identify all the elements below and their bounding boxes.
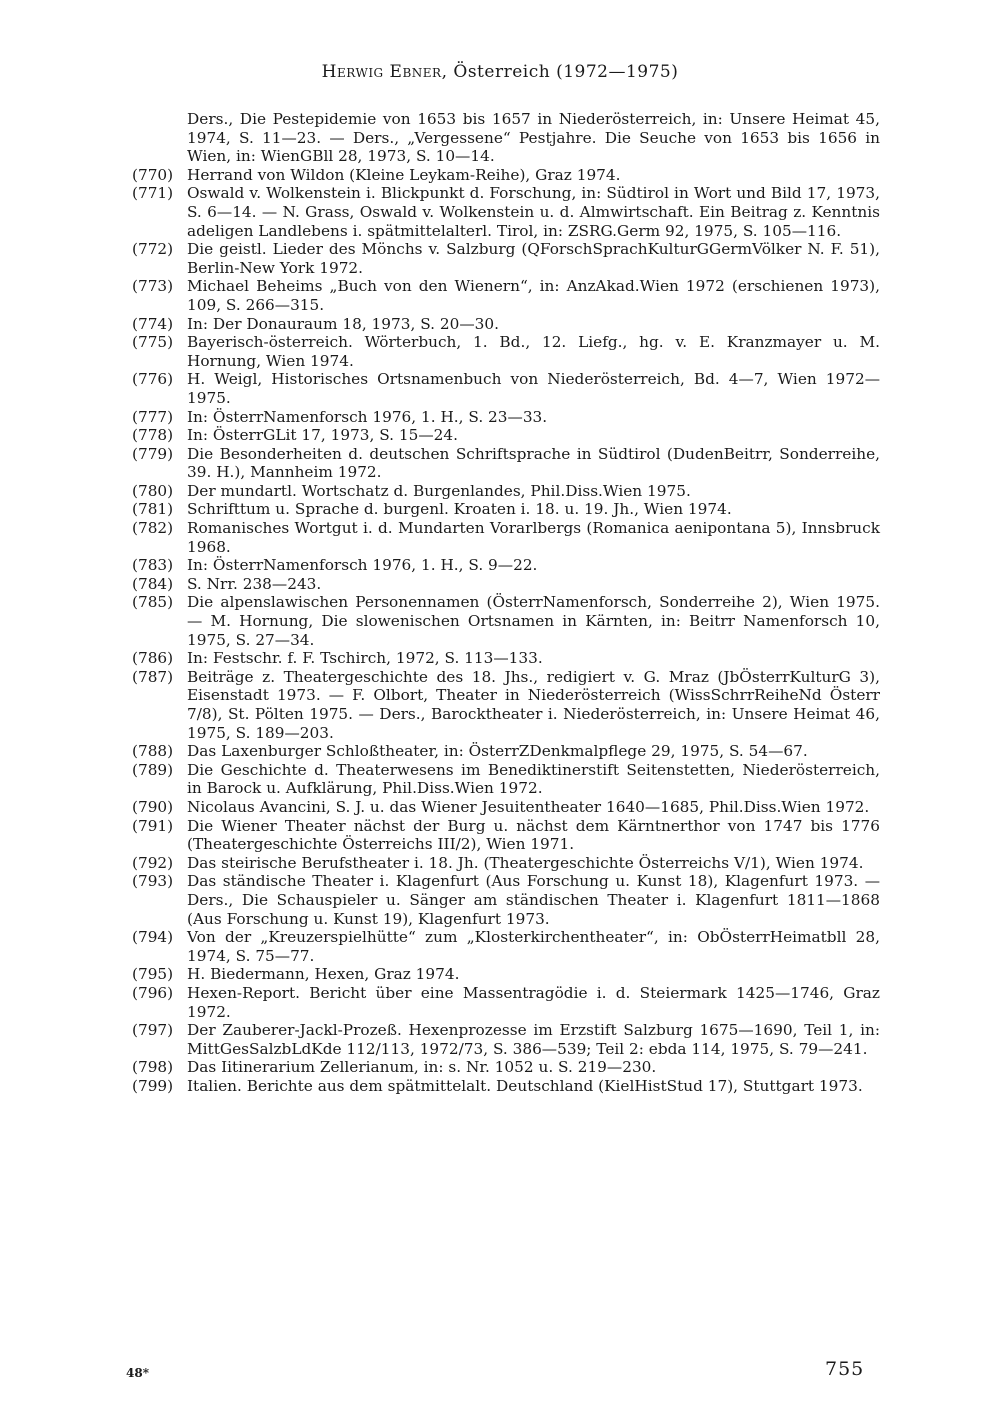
footnote-text: Der mundartl. Wortschatz d. Burgenlandes, Phil.Diss.Wien 1975.: [187, 481, 691, 500]
footnote-number: (777): [132, 407, 174, 426]
footnote-entry: [132, 333, 880, 370]
footnote-number: (796): [132, 983, 174, 1002]
footnote-text: In: Festschr. f. F. Tschirch, 1972, S. 113—133.: [187, 649, 543, 668]
footnote-text: Italien. Berichte aus dem spätmittelalt. Deutschland (KielHistStud 17), Stuttgart 1973.: [187, 1076, 863, 1095]
footnote-entry: [132, 649, 880, 668]
footnote-number: (778): [132, 426, 174, 445]
footnote-entry: [132, 445, 880, 482]
footnote-number: (776): [132, 370, 174, 389]
footnote-entry: [132, 426, 880, 445]
footnote-entry: [132, 817, 880, 854]
footnote-number: (782): [132, 519, 174, 538]
footnote-text: Herrand von Wildon (Kleine Leykam-Reihe), Graz 1974.: [187, 165, 621, 184]
footnote-text: Schrifttum u. Sprache d. burgenl. Kroaten i. 18. u. 19. Jh., Wien 1974.: [187, 500, 732, 519]
footnote-text: Hexen-Report. Bericht über eine Massentragödie i. d. Steiermark 1425—1746, Graz 1972.: [187, 983, 880, 1021]
footnote-number: (798): [132, 1058, 174, 1077]
footnote-number: (780): [132, 481, 174, 500]
footnote-number: (789): [132, 760, 174, 779]
footnote-entry: [132, 370, 880, 407]
footnote-entry: [132, 854, 880, 873]
footnote-text: S. Nrr. 238—243.: [187, 574, 322, 593]
footnote-number: (770): [132, 165, 174, 184]
footnote-text: In: ÖsterrGLit 17, 1973, S. 15—24.: [187, 426, 458, 445]
footnote-number: (785): [132, 593, 174, 612]
signature-mark: 48*: [126, 1366, 149, 1380]
footnote-text: H. Weigl, Historisches Ortsnamenbuch von Niederösterreich, Bd. 4—7, Wien 1972—1975.: [187, 370, 880, 407]
footnote-text: In: ÖsterrNamenforsch 1976, 1. H., S. 23—33.: [187, 407, 548, 426]
footnote-entry: [132, 556, 880, 575]
footnote-text: Nicolaus Avancini, S. J. u. das Wiener Jesuitentheater 1640—1685, Phil.Diss.Wien 1972.: [187, 797, 870, 816]
footnote-text: Die alpenslawischen Personennamen (ÖsterrNamenforsch, Sonderreihe 2), Wien 1975. — M. Hornung, Die slowenischen Ortsnamen in Kärnten, in: Beitrr Namenforsch 10, 1975, S. 27—34.: [187, 593, 880, 649]
footnote-text: H. Biedermann, Hexen, Graz 1974.: [187, 965, 460, 984]
footnote-entry: [132, 575, 880, 594]
footnote-text: Von der „Kreuzerspielhütte“ zum „Klosterkirchentheater“, in: ObÖsterrHeimatbll 28, 1974, S. 75—77.: [187, 928, 880, 965]
footnote-entry: [132, 519, 880, 556]
footnote-entry: [132, 482, 880, 501]
footnote-number: (773): [132, 277, 174, 296]
footnote-entry: [132, 315, 880, 334]
footnote-number: (794): [132, 928, 174, 947]
footnote-text: Das ständische Theater i. Klagenfurt (Aus Forschung u. Kunst 18), Klagenfurt 1973. — Ders., Die Schauspieler u. Sänger am ständischen Theater i. Klagenfurt 1811—1868 (Aus Forschung u. Kunst 19), Klagenfurt 1973.: [187, 872, 880, 928]
footnote-entry: [132, 872, 880, 928]
footnote-text: Romanisches Wortgut i. d. Mundarten Vorarlbergs (Romanica aenipontana 5), Innsbruck 1968.: [187, 519, 880, 556]
page-number: 755: [825, 1358, 865, 1380]
footnote-entry: [132, 1077, 880, 1096]
footnote-number: (772): [132, 240, 174, 259]
footnote-number: (797): [132, 1021, 174, 1040]
footnote-text: Das Laxenburger Schloßtheater, in: ÖsterrZDenkmalpflege 29, 1975, S. 54—67.: [187, 742, 808, 761]
footnote-text: Die Besonderheiten d. deutschen Schriftsprache in Südtirol (DudenBeitrr, Sonderreihe, 39. H.), Mannheim 1972.: [187, 444, 880, 482]
footnote-entry: [132, 668, 880, 742]
footnote-number: (799): [132, 1076, 174, 1095]
footnote-entry: [132, 1021, 880, 1058]
header-title: , Österreich (1972—1975): [441, 62, 679, 82]
footnote-text: Bayerisch-österreich. Wörterbuch, 1. Bd., 12. Liefg., hg. v. E. Kranzmayer u. M. Hornung, Wien 1974.: [187, 333, 880, 370]
footnote-entry: [132, 798, 880, 817]
footnote-text: Die geistl. Lieder des Mönchs v. Salzburg (QForschSprachKulturGGermVölker N. F. 51), Berlin-New York 1972.: [187, 240, 880, 277]
footnote-number: (783): [132, 556, 174, 575]
footnote-text: In: Der Donauraum 18, 1973, S. 20—30.: [187, 314, 499, 333]
footnote-number: (781): [132, 500, 174, 519]
footnote-entry: [132, 1058, 880, 1077]
footnote-entry: [132, 277, 880, 314]
footnote-number: (771): [132, 184, 174, 203]
footnote-entry: [132, 593, 880, 649]
footnote-number: (775): [132, 333, 174, 352]
footnote-number: (793): [132, 872, 174, 891]
footnote-entry: [132, 500, 880, 519]
footnote-entry: [132, 240, 880, 277]
footnote-number: (790): [132, 797, 174, 816]
footnote-number: (787): [132, 667, 174, 686]
footnote-text: Das steirische Berufstheater i. 18. Jh. (Theatergeschichte Österreichs V/1), Wien 1974.: [187, 853, 864, 872]
footnote-entry: [132, 984, 880, 1021]
footnote-text: Der Zauberer-Jackl-Prozeß. Hexenprozesse im Erzstift Salzburg 1675—1690, Teil 1, in: MittGesSalzbLdKde 112/113, 1972/73, S. 386—539; Teil 2: ebda 114, 1975, S. 79—241.: [187, 1021, 880, 1058]
footnote-text: Oswald v. Wolkenstein i. Blickpunkt d. Forschung, in: Südtirol in Wort und Bild 17, 1973, S. 6—14. — N. Grass, Oswald v. Wolkenstein u. d. Almwirtschaft. Ein Beitrag z. Kenntnis adeligen Landlebens i. spätmittelalterl. Tirol, in: ZSRG.Germ 92, 1975, S. 105—116.: [187, 184, 880, 240]
footnote-entry: [132, 110, 880, 166]
footnote-text: Das Iitinerarium Zellerianum, in: s. Nr. 1052 u. S. 219—230.: [187, 1058, 657, 1077]
footnote-number: (792): [132, 853, 174, 872]
footnote-text: Die Wiener Theater nächst der Burg u. nächst dem Kärntnerthor von 1747 bis 1776 (Theatergeschichte Österreichs III/2), Wien 1971.: [187, 816, 880, 854]
running-header: [0, 62, 1000, 82]
footnote-number: (774): [132, 314, 174, 333]
footnote-text: In: ÖsterrNamenforsch 1976, 1. H., S. 9—22.: [187, 556, 538, 575]
footnote-text: Ders., Die Pestepidemie von 1653 bis 1657 in Niederösterreich, in: Unsere Heimat 45, 1974, S. 11—23. — Ders., „Vergessene“ Pestjahre. Die Seuche von 1653 bis 1656 in Wien, in: WienGBll 28, 1973, S. 10—14.: [187, 110, 880, 166]
footnote-number: (795): [132, 965, 174, 984]
footnote-number: (779): [132, 444, 174, 463]
footnote-number: (788): [132, 742, 174, 761]
footnote-entry: [132, 965, 880, 984]
footnote-number: (791): [132, 816, 174, 835]
header-author: Herwig Ebner: [321, 62, 442, 82]
footnote-entry: [132, 928, 880, 965]
footnote-text: Michael Beheims „Buch von den Wienern“, in: AnzAkad.Wien 1972 (erschienen 1973), 109, S. 266—315.: [187, 277, 880, 314]
footnote-entry: [132, 184, 880, 240]
footnote-list: [132, 110, 880, 1095]
footnote-number: (786): [132, 649, 174, 668]
footnote-number: (784): [132, 574, 174, 593]
footnote-text: Beiträge z. Theatergeschichte des 18. Jhs., redigiert v. G. Mraz (JbÖsterrKulturG 3), Eisenstadt 1973. — F. Olbort, Theater in Niederösterreich (WissSchrrReiheNd Österr 7/8), St. Pölten 1975. — Ders., Barocktheater i. Niederösterreich, in: Unsere Heimat 46, 1975, S. 189—203.: [187, 667, 880, 742]
footnote-text: Die Geschichte d. Theaterwesens im Benediktinerstift Seitenstetten, Niederösterreich, in Barock u. Aufklärung, Phil.Diss.Wien 1972.: [187, 760, 880, 798]
footnote-entry: [132, 408, 880, 427]
footnote-entry: [132, 742, 880, 761]
footnote-entry: [132, 166, 880, 185]
footnote-entry: [132, 761, 880, 798]
